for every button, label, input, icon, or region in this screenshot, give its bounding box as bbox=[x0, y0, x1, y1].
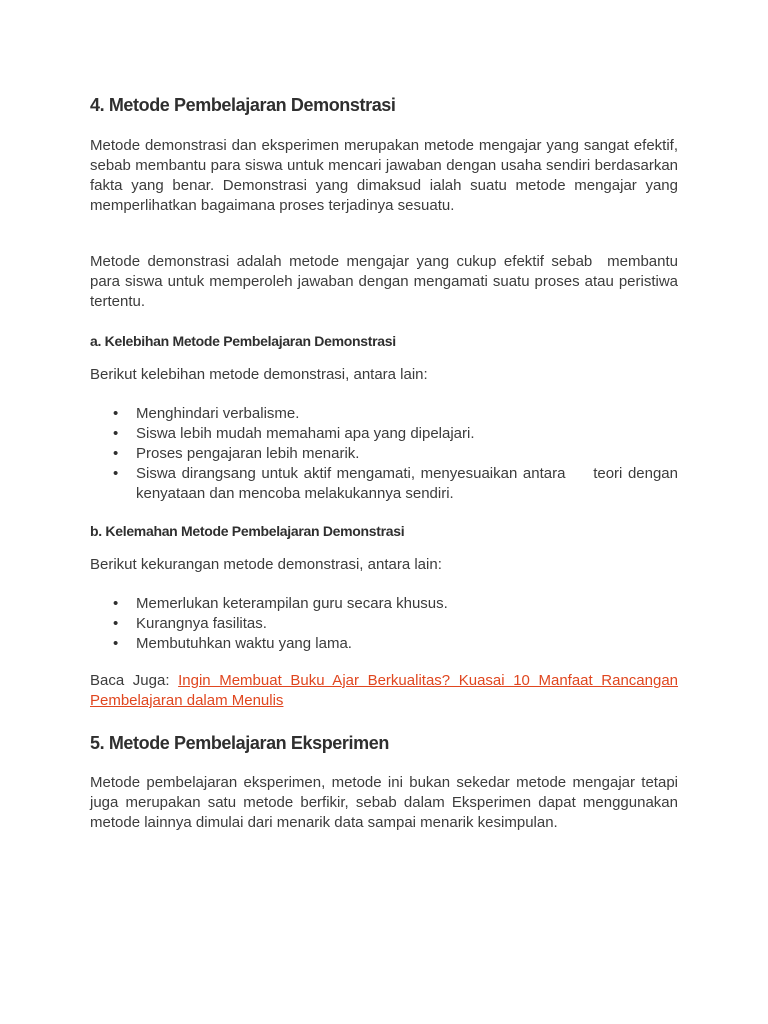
list-item: • Memerlukan keterampilan guru secara khusus. bbox=[136, 594, 678, 614]
list-item: • Siswa dirangsang untuk aktif mengamati, menyesuaikan antara teori dengan kenyataan dan mencoba melakukannya sendiri. bbox=[136, 464, 678, 504]
disadvantages-intro: Berikut kekurangan metode demonstrasi, antara lain: bbox=[90, 556, 442, 573]
read-also-link[interactable]: Ingin Membuat Buku Ajar Berkualitas? Kuasai 10 Manfaat Rancangan Pembelajaran dalam Menulis bbox=[90, 672, 679, 709]
list-item: • Siswa lebih mudah memahami apa yang dipelajari. bbox=[136, 424, 678, 444]
advantages-heading: a. Kelebihan Metode Pembelajaran Demonstrasi bbox=[90, 333, 396, 349]
section-4-paragraph-1: Metode demonstrasi dan eksperimen merupakan metode mengajar yang sangat efektif, sebab membantu para siswa untuk mencari jawaban dengan usaha sendiri berdasarkan fakta yang benar. Demonstrasi yang dimaksud ialah suatu metode mengajar yang memperlihatkan bagaimana proses terjadinya sesuatu. bbox=[90, 137, 678, 214]
read-also bbox=[90, 671, 678, 711]
list-item: • Menghindari verbalisme. bbox=[136, 404, 678, 424]
advantages-list bbox=[90, 404, 683, 504]
article-content bbox=[90, 93, 683, 833]
section-4-heading: 4. Metode Pembelajaran Demonstrasi bbox=[90, 95, 396, 115]
advantages-intro: Berikut kelebihan metode demonstrasi, antara lain: bbox=[90, 366, 428, 383]
list-item: • Membutuhkan waktu yang lama. bbox=[136, 634, 678, 654]
disadvantages-list bbox=[90, 594, 678, 654]
section-4-paragraph-2: Metode demonstrasi adalah metode mengajar yang cukup efektif sebab membantu para siswa untuk memperoleh jawaban dengan mengamati suatu proses atau peristiwa tertentu. bbox=[90, 253, 683, 310]
read-also-prefix: Baca Juga: bbox=[90, 672, 179, 689]
list-item: • Proses pengajaran lebih menarik. bbox=[136, 444, 678, 464]
section-5-paragraph-1: Metode pembelajaran eksperimen, metode ini bukan sekedar metode mengajar tetapi juga merupakan satu metode berfikir, sebab dalam Eksperimen dapat menggunakan metode lainnya dimulai dari menarik data sampai menarik kesimpulan. bbox=[90, 774, 678, 831]
disadvantages-heading: b. Kelemahan Metode Pembelajaran Demonstrasi bbox=[90, 523, 405, 539]
list-item: • Kurangnya fasilitas. bbox=[136, 614, 678, 634]
section-5-heading: 5. Metode Pembelajaran Eksperimen bbox=[90, 733, 389, 753]
